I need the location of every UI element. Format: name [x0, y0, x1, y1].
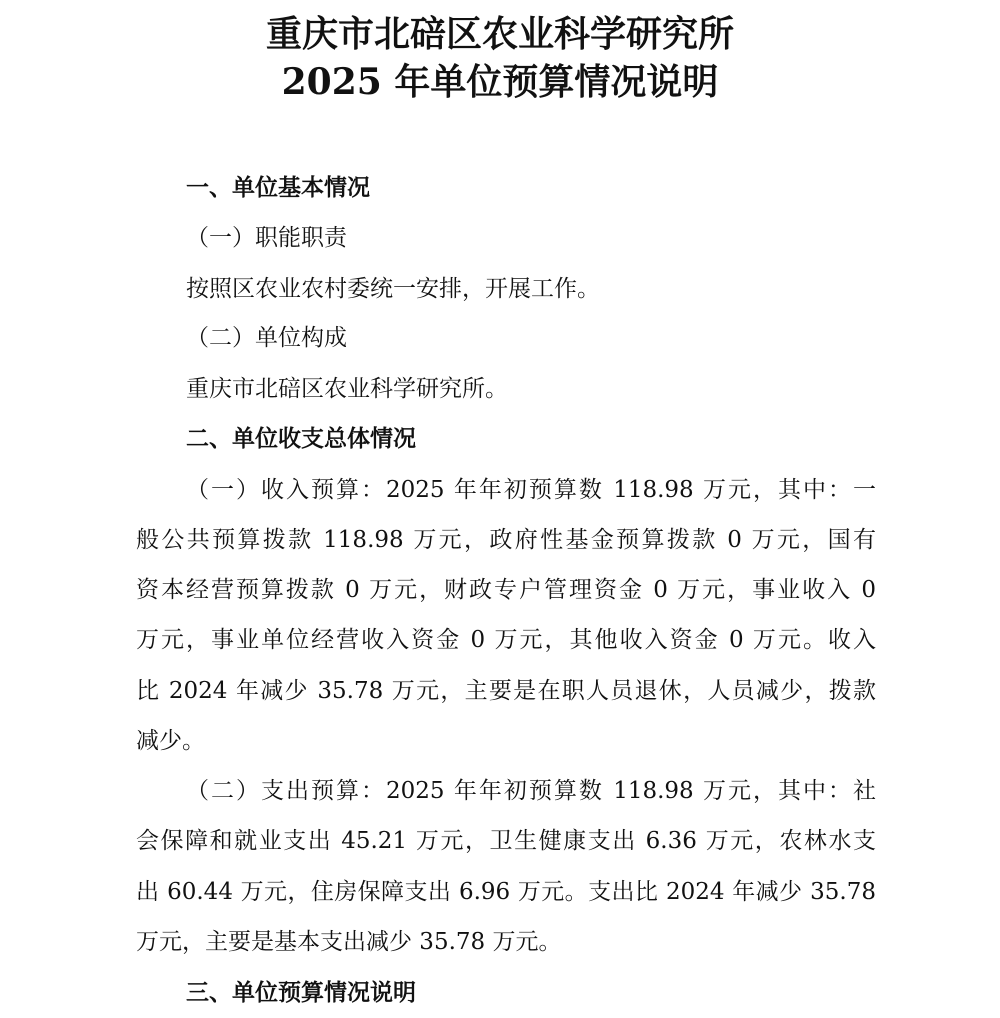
section1-sub1-heading: （一）职能职责 — [186, 225, 347, 251]
section3-heading: 三、单位预算情况说明 — [186, 980, 416, 1006]
section1-sub1-text: 按照区农业农村委统一安排，开展工作。 — [186, 276, 600, 302]
expense-paragraph-line: （二）支出预算：2025 年年初预算数 118.98 万元，其中：社 — [186, 778, 876, 804]
expense-paragraph-line: 万元，主要是基本支出减少 35.78 万元。 — [136, 929, 562, 955]
section2-heading: 二、单位收支总体情况 — [186, 426, 416, 452]
section1-heading: 一、单位基本情况 — [186, 175, 370, 201]
income-paragraph-line: 减少。 — [136, 728, 205, 754]
income-paragraph-line: 资本经营预算拨款 0 万元，财政专户管理资金 0 万元，事业收入 0 — [136, 577, 876, 603]
income-paragraph-line: 万元，事业单位经营收入资金 0 万元，其他收入资金 0 万元。收入 — [136, 627, 876, 653]
income-paragraph-line: （一）收入预算：2025 年年初预算数 118.98 万元，其中：一 — [186, 477, 876, 503]
document-title-line2: 2025 年单位预算情况说明 — [281, 61, 719, 103]
document-title-line1: 重庆市北碚区农业科学研究所 — [265, 13, 734, 55]
section1-sub2-heading: （二）单位构成 — [186, 325, 347, 351]
section1-sub2-text: 重庆市北碚区农业科学研究所。 — [186, 376, 508, 402]
expense-paragraph-line: 出 60.44 万元，住房保障支出 6.96 万元。支出比 2024 年减少 35.78 — [136, 879, 876, 905]
income-paragraph-line: 比 2024 年减少 35.78 万元，主要是在职人员退休，人员减少，拨款 — [136, 678, 876, 704]
expense-paragraph-line: 会保障和就业支出 45.21 万元，卫生健康支出 6.36 万元，农林水支 — [136, 828, 876, 854]
income-paragraph-line: 般公共预算拨款 118.98 万元，政府性基金预算拨款 0 万元，国有 — [136, 527, 876, 553]
